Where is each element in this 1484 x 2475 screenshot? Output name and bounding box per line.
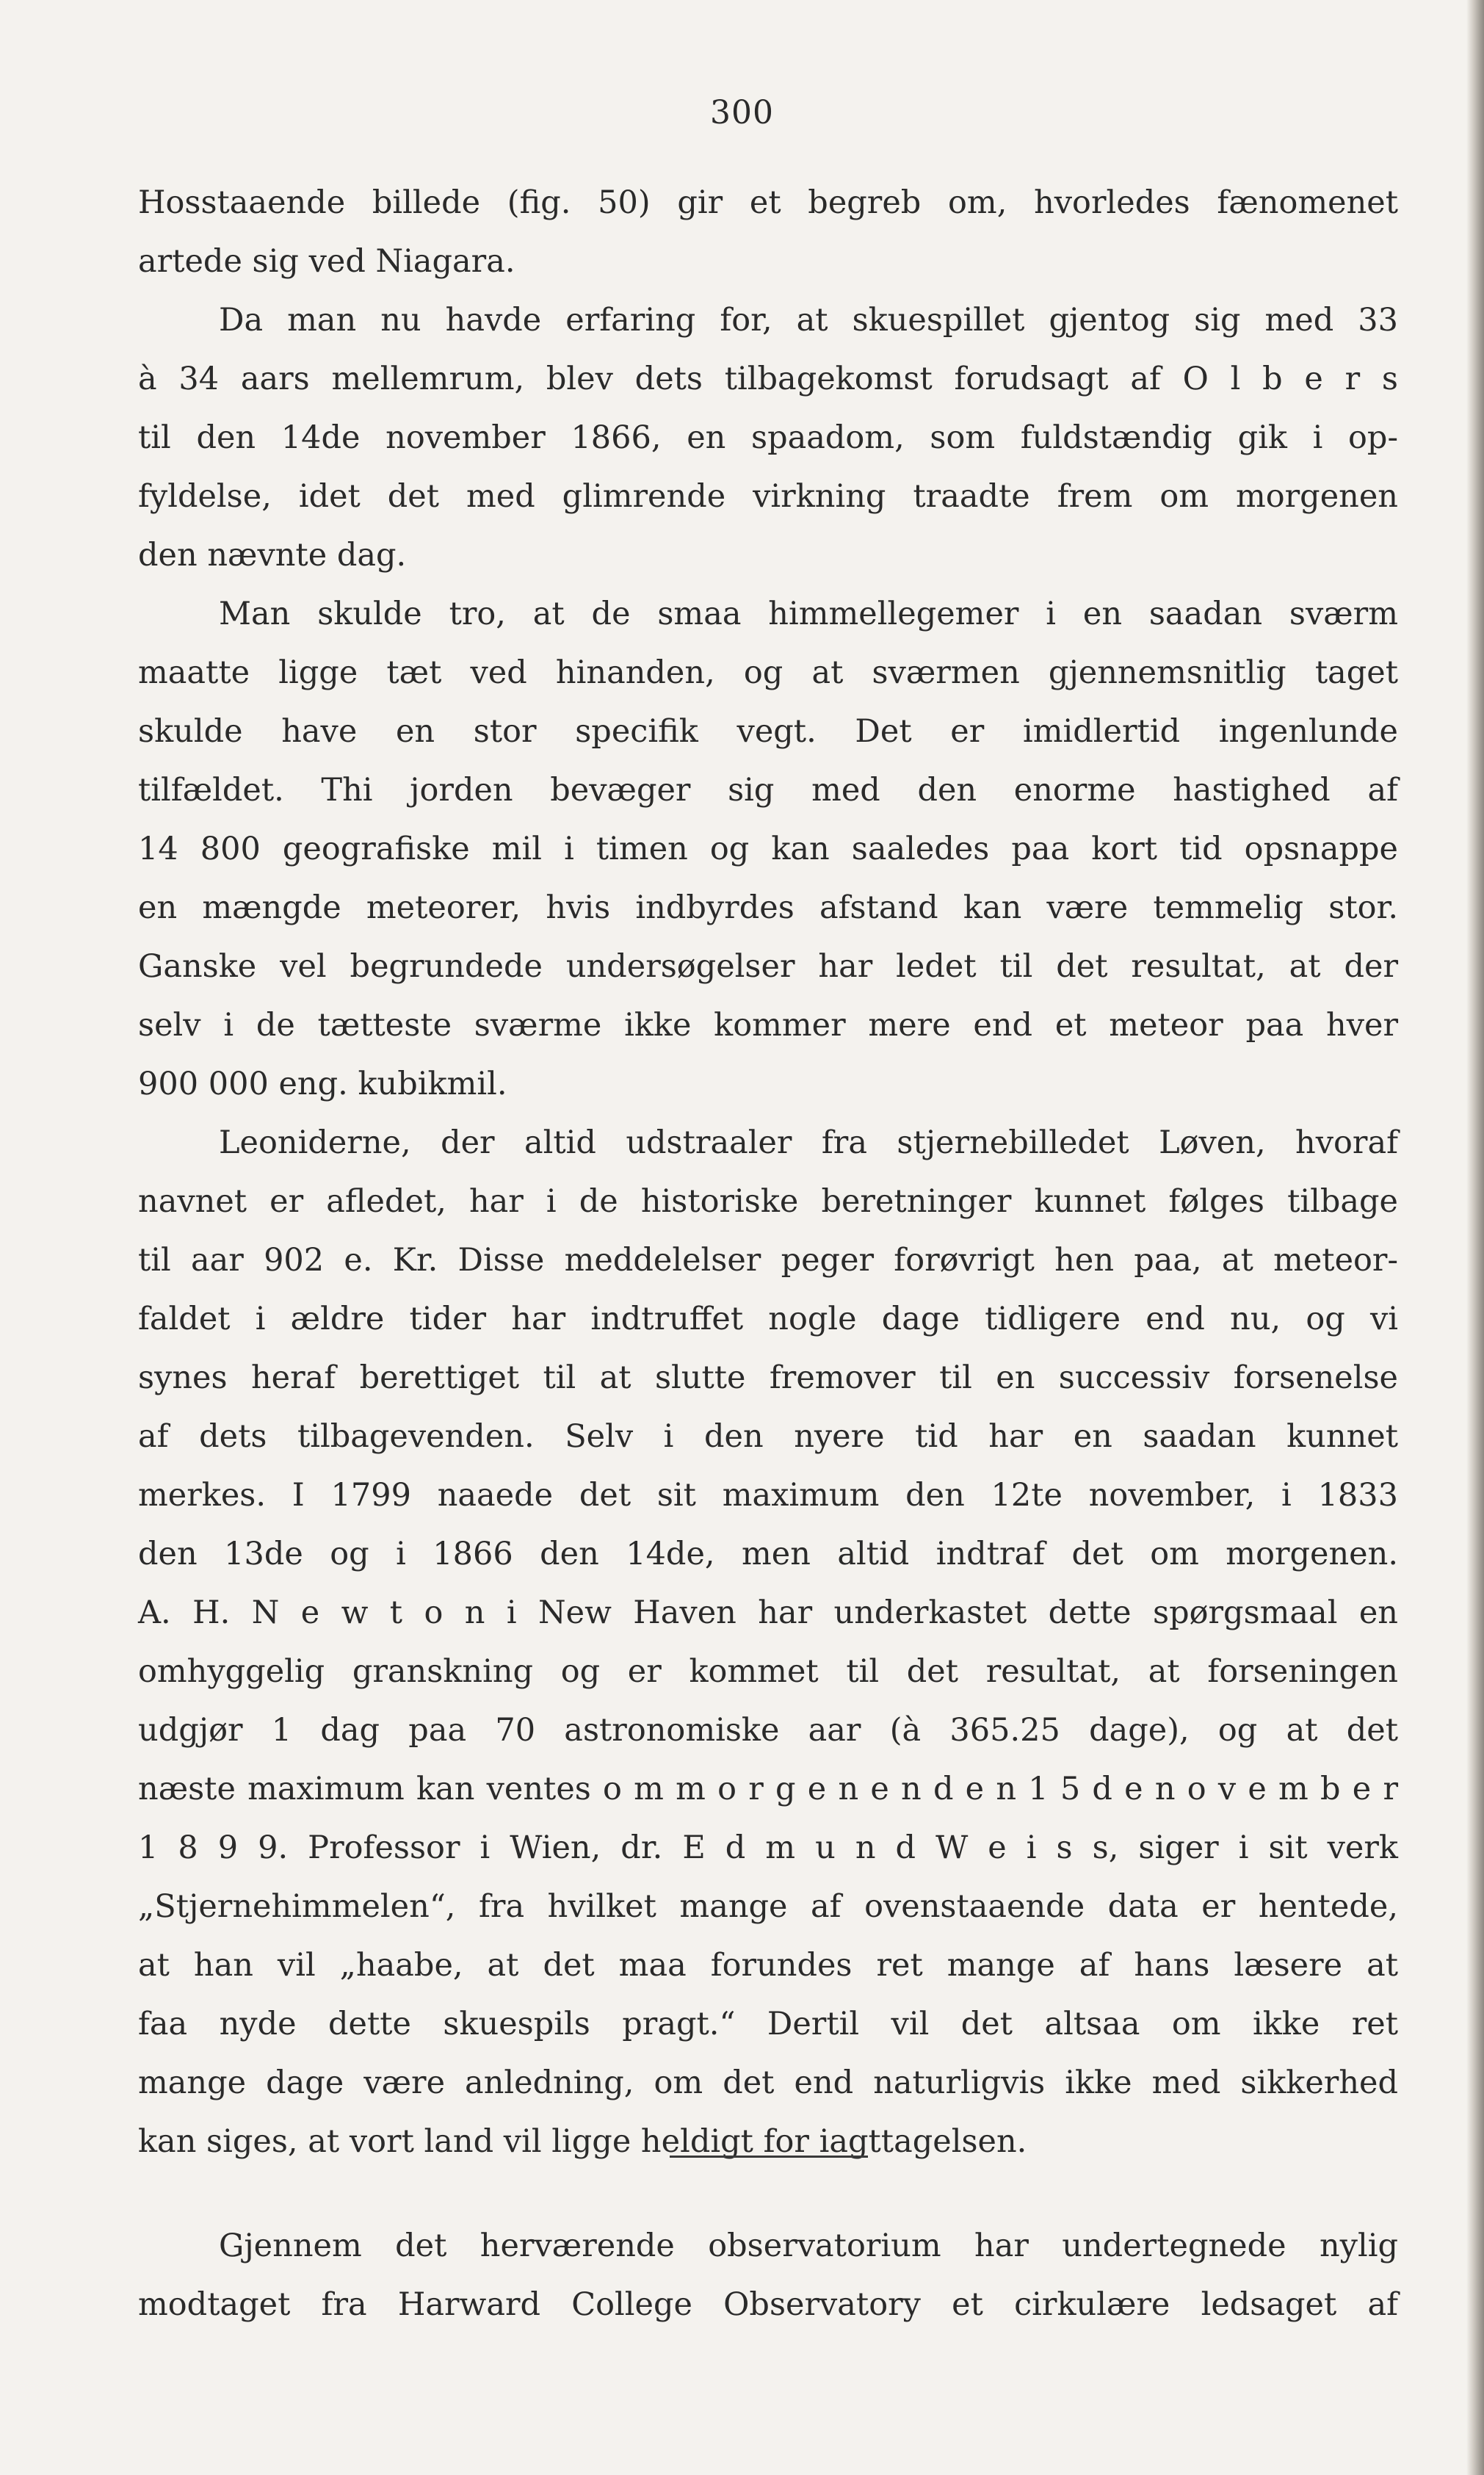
text-line: den nævnte dag. <box>138 537 407 574</box>
text-line: næste maximum kan ventes o m m o r g e n e n d e n 1 5 d e n o v e m b e r <box>138 1771 1398 1807</box>
text-line: „Stjernehimmelen“, fra hvilket mange af ovenstaaende data er hentede, <box>138 1888 1398 1925</box>
text-line: udgjør 1 dag paa 70 astronomiske aar (à 365.25 dage), og at det <box>138 1712 1398 1749</box>
text-line: til aar 902 e. Kr. Disse meddelelser peger forøvrigt hen paa, at meteor- <box>138 1242 1398 1279</box>
text-line: Ganske vel begrundede undersøgelser har ledet til det resultat, at der <box>138 948 1398 985</box>
text-line: Leoniderne, der altid udstraaler fra stjernebilledet Løven, hvoraf <box>219 1124 1398 1161</box>
body-text <box>138 173 1398 2171</box>
text-line: den 13de og i 1866 den 14de, men altid indtraf det om morgenen. <box>138 1536 1398 1572</box>
text-line: faldet i ældre tider har indtruffet nogle dage tidligere end nu, og vi <box>138 1301 1398 1337</box>
text-line: Hosstaaende billede (fig. 50) gir et begreb om, hvorledes fænomenet <box>138 184 1398 221</box>
page-edge-shadow <box>1466 0 1484 2475</box>
text-line: synes heraf berettiget til at slutte fremover til en successiv forsenelse <box>138 1359 1398 1396</box>
text-line: kan siges, at vort land vil ligge heldigt for iagttagelsen. <box>138 2123 1027 2160</box>
text-line: Man skulde tro, at de smaa himmellegemer i en saadan sværm <box>219 596 1398 632</box>
text-line: Gjennem det herværende observatorium har undertegnede nylig <box>219 2228 1398 2264</box>
text-line: faa nyde dette skuespils pragt.“ Dertil vil det altsaa om ikke ret <box>138 2006 1398 2042</box>
text-line: modtaget fra Harward College Observatory et cirkulære ledsaget af <box>138 2286 1398 2323</box>
text-line: skulde have en stor specifik vegt. Det er imidlertid ingenlunde <box>138 713 1398 750</box>
text-line: selv i de tætteste sværme ikke kommer mere end et meteor paa hver <box>138 1007 1398 1044</box>
text-line: Da man nu havde erfaring for, at skuespillet gjentog sig med 33 <box>219 302 1398 339</box>
footer-text <box>138 2216 1398 2334</box>
text-line: à 34 aars mellemrum, blev dets tilbagekomst forudsagt af O l b e r s <box>138 361 1398 397</box>
text-line: 1 8 9 9. Professor i Wien, dr. E d m u n d W e i s s, siger i sit verk <box>138 1829 1398 1866</box>
text-line: en mængde meteorer, hvis indbyrdes afstand kan være temmelig stor. <box>138 889 1398 926</box>
text-line: navnet er afledet, har i de historiske beretninger kunnet følges tilbage <box>138 1183 1398 1220</box>
text-line: at han vil „haabe, at det maa forundes ret mange af hans læsere at <box>138 1947 1398 1984</box>
text-line: tilfældet. Thi jorden bevæger sig med den enorme hastighed af <box>138 772 1398 809</box>
section-divider <box>670 2156 868 2158</box>
text-line: omhyggelig granskning og er kommet til det resultat, at forseningen <box>138 1653 1398 1690</box>
text-line: mange dage være anledning, om det end naturligvis ikke med sikkerhed <box>138 2064 1398 2101</box>
text-line: artede sig ved Niagara. <box>138 243 515 280</box>
text-line: 14 800 geografiske mil i timen og kan saaledes paa kort tid opsnappe <box>138 831 1398 867</box>
text-line: merkes. I 1799 naaede det sit maximum den 12te november, i 1833 <box>138 1477 1398 1514</box>
text-line: maatte ligge tæt ved hinanden, og at sværmen gjennemsnitlig taget <box>138 654 1398 691</box>
text-line: til den 14de november 1866, en spaadom, som fuldstændig gik i op- <box>138 419 1398 456</box>
text-line: 900 000 eng. kubikmil. <box>138 1066 507 1102</box>
page-number: 300 <box>710 94 774 131</box>
text-line: A. H. N e w t o n i New Haven har underkastet dette spørgsmaal en <box>138 1594 1398 1631</box>
text-line: fyldelse, idet det med glimrende virkning traadte frem om morgenen <box>138 478 1398 515</box>
text-line: af dets tilbagevenden. Selv i den nyere tid har en saadan kunnet <box>138 1418 1398 1455</box>
